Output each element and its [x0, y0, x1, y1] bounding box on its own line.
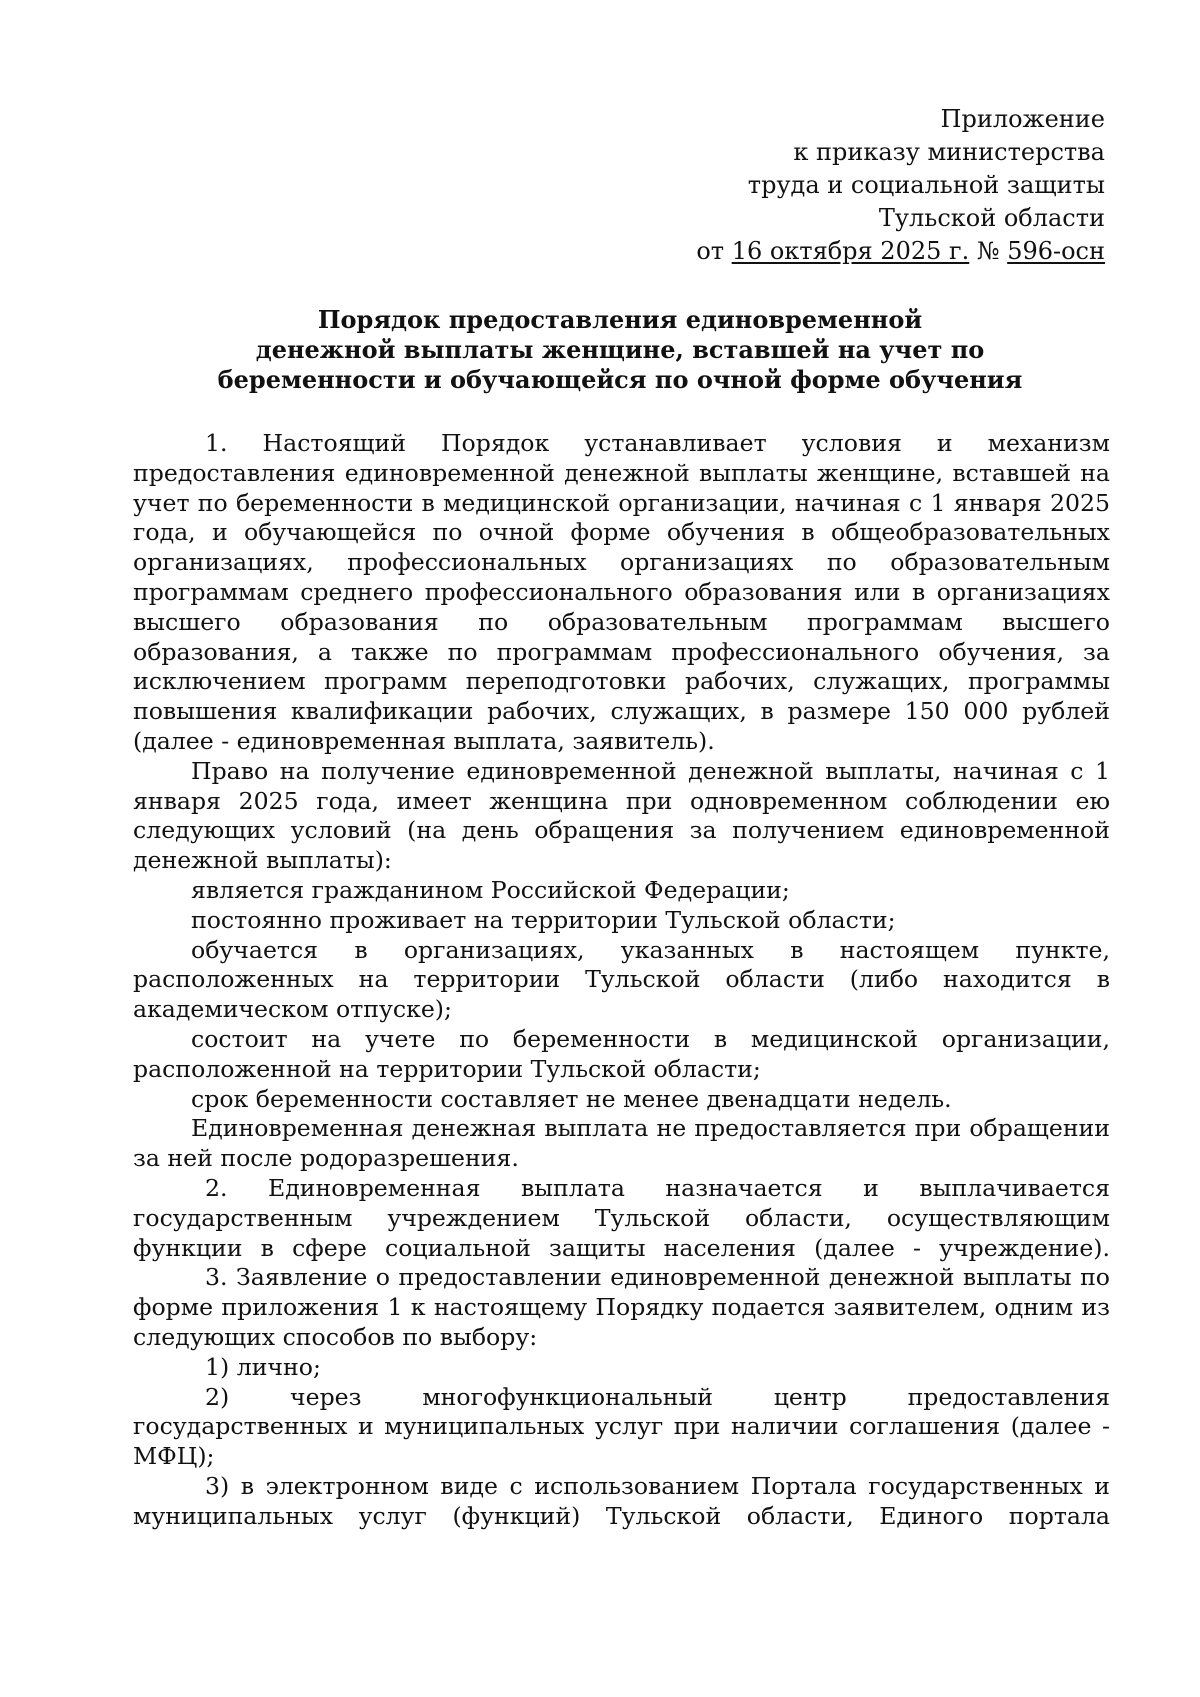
approval-date: 16 октября 2025 г. [731, 237, 970, 265]
approval-line-3: труда и социальной защиты [747, 171, 1105, 199]
method-in-person: 1) лично; [205, 1352, 321, 1381]
paragraph-2: 2. Единовременная выплата назначается и выплачивается государственным учреждением Тульской области, осуществляющим функции в сфере социальной защиты населения (далее - учреждение). [133, 1173, 1110, 1262]
title-line-2: денежной выплаты женщине, вставшей на учет по [255, 335, 985, 364]
approval-date-prefix: от [696, 237, 732, 265]
paragraph-3: 3. Заявление о предоставлении единовременной денежной выплаты по форме приложения 1 к настоящему Порядку подается заявителем, одним из следующих способов по выбору: [133, 1263, 1110, 1351]
title-line-3: беременности и обучающейся по очной форме обучения [217, 365, 1023, 394]
method-electronic: 3) в электронном виде с использованием Портала государственных и муниципальных услуг (функций) Тульской области, Единого портала [133, 1471, 1110, 1530]
approval-line-1: Приложение [940, 105, 1105, 133]
document-title [130, 305, 1110, 395]
paragraph-right-conditions: Право на получение единовременной денежной выплаты, начиная с 1 января 2025 года, имеет женщина при одновременном соблюдении ею следующих условий (на день обращения за получением единовременной денежной выплаты): [133, 756, 1110, 875]
title-line-1: Порядок предоставления единовременной [317, 305, 923, 334]
approval-date-line [696, 235, 1105, 268]
condition-residence: постоянно проживает на территории Тульской области; [191, 905, 896, 934]
approval-line-4: Тульской области [878, 204, 1105, 232]
condition-education: обучается в организациях, указанных в настоящем пункте, расположенных на территории Тульской области (либо находится в академическом отпуске); [133, 935, 1110, 1024]
condition-citizenship: является гражданином Российской Федерации; [191, 875, 790, 904]
condition-term: срок беременности составляет не менее двенадцати недель. [191, 1084, 952, 1113]
paragraph-exclusion: Единовременная денежная выплата не предоставляется при обращении за ней после родоразрешения. [133, 1114, 1110, 1173]
approval-number-prefix: № [969, 237, 1008, 265]
document-body [133, 429, 1110, 1531]
condition-registration: состоит на учете по беременности в медицинской организации, расположенной на территории Тульской области; [133, 1024, 1110, 1083]
method-mfc: 2) через многофункциональный центр предоставления государственных и муниципальных услуг при наличии соглашения (далее - МФЦ); [133, 1382, 1110, 1471]
paragraph-1: 1. Настоящий Порядок устанавливает условия и механизм предоставления единовременной денежной выплаты женщине, вставшей на учет по беременности в медицинской организации, начиная с 1 января 2025 года, и обучающейся по очной форме обучения в общеобразовательных организациях, профессиональных организациях по образовательным программам среднего профессионального образования или в организациях высшего образования по образовательным программам высшего образования, а также по программам профессионального обучения, за исключением программ переподготовки рабочих, служащих, программы повышения квалификации рабочих, служащих, в размере 150 000 рублей (далее - единовременная выплата, заявитель). [133, 429, 1110, 755]
approval-line-2: к приказу министерства [793, 138, 1105, 166]
approval-number: 596-осн [1007, 237, 1105, 265]
approval-stamp [696, 103, 1105, 268]
